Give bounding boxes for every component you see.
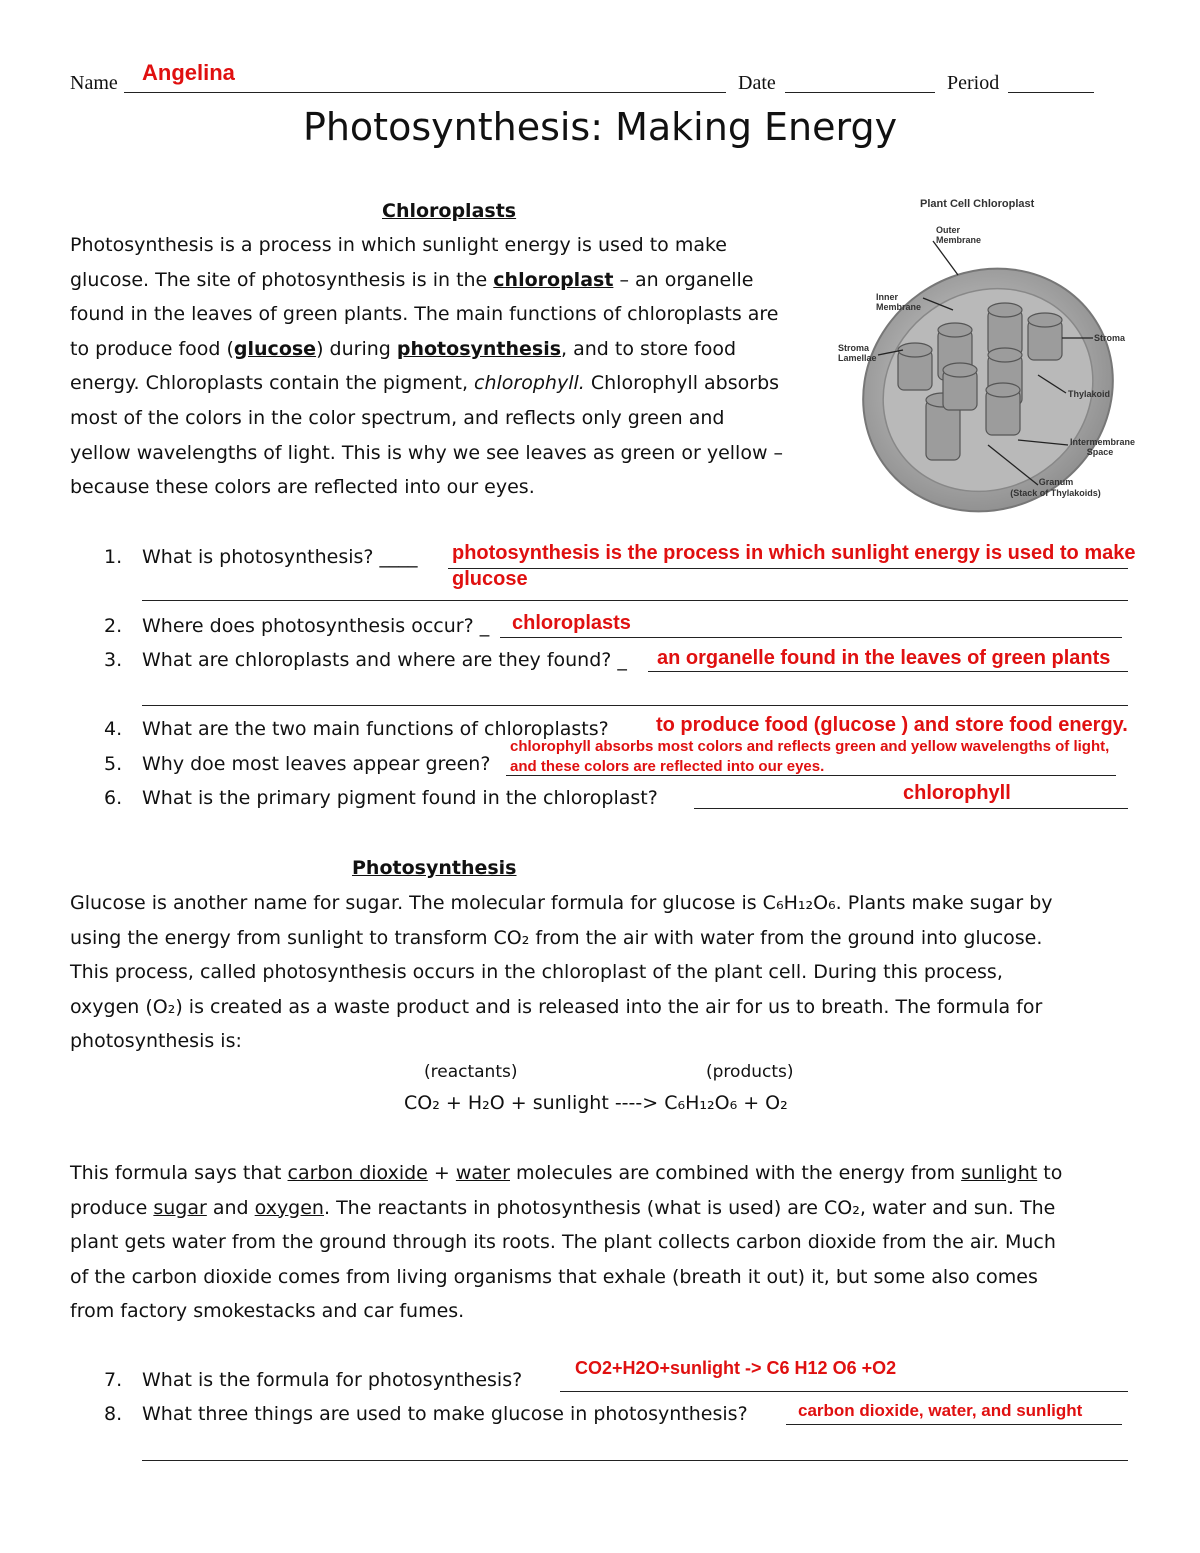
label-granum-sub: (Stack of Thylakoids) [1010,488,1101,498]
period-line[interactable] [1008,92,1094,93]
chloroplasts-paragraph: Photosynthesis is a process in which sunlight energy is used to make glucose. The site of photosynthesis is in the chloroplast – an organelle found in the leaves of green plants. The main functions of chloroplasts are to produce food (glucose) during photosynthesis, and to store food energy. Chloroplasts contain the pigment, chlorophyll. Chlorophyll absorbs most of the colors in the color spectrum, and reflects only green and yellow wavelengths of light. This is why we see leaves as green or yellow – because these colors are reflected into our eyes. [70,234,784,499]
photosynthesis-paragraph: Glucose is another name for sugar. The molecular formula for glucose is C₆H₁₂O₆. Plants make sugar by using the energy from sunlight to transform CO₂ from the air with water from the ground into glucose. This process, called photosynthesis occurs in the chloroplast of the plant cell. During this process, oxygen (O₂) is created as a waste product and is released into the air for us to breath. The formula for photosynthesis is: [70,892,1053,1053]
q3-line[interactable] [648,671,1128,672]
q5-number: 5. [104,753,123,775]
name-answer: Angelina [142,60,235,85]
photosynthesis-heading: Photosynthesis [352,857,517,879]
q6-line[interactable] [694,808,1128,809]
page-title: Photosynthesis: Making Energy [302,105,898,149]
q1-number: 1. [104,546,123,568]
q8-line[interactable] [786,1424,1122,1425]
q8-answer: carbon dioxide, water, and sunlight [798,1401,1083,1420]
q3-line-2[interactable] [142,705,1128,706]
label-inner-membrane: Inner Membrane [876,292,922,312]
diagram-title: Plant Cell Chloroplast [920,198,1035,210]
q2-line[interactable] [500,637,1122,638]
q7-line[interactable] [560,1391,1128,1392]
q6-number: 6. [104,787,123,809]
products-label: (products) [706,1062,794,1082]
q2-text: Where does photosynthesis occur? _ [142,615,490,637]
q5-answer-2: and these colors are reflected into our eyes. [510,758,825,775]
q6-answer: chlorophyll [903,782,1011,804]
q7-answer: CO2+H2O+sunlight -> C6 H12 O6 +O2 [575,1358,897,1378]
q4-text: What are the two main functions of chloroplasts? [142,718,609,740]
name-line[interactable] [124,92,726,93]
label-thylakoid: Thylakoid [1068,389,1111,399]
q2-number: 2. [104,615,123,637]
q3-text: What are chloroplasts and where are they found? _ [142,649,627,671]
period-label: Period [947,72,1000,94]
q5-line[interactable] [506,775,1116,776]
q1-answer-2: glucose [452,568,528,590]
q4-number: 4. [104,718,123,740]
label-granum: Granum [1038,477,1074,487]
q1-line-2[interactable] [142,600,1128,601]
q8-number: 8. [104,1403,123,1425]
q1-answer: photosynthesis is the process in which sunlight energy is used to make [452,542,1136,564]
formula-paragraph: This formula says that carbon dioxide + water molecules are combined with the energy from sunlight to produce sugar and oxygen. The reactants in photosynthesis (what is used) are CO₂, water and sun. The plant gets water from the ground through its roots. The plant collects carbon dioxide from the air. Much of the carbon dioxide comes from living organisms that exhale (breath it out) it, but some also comes from factory smokestacks and car fumes. [70,1162,1063,1323]
q2-answer: chloroplasts [512,612,631,634]
name-label: Name [70,72,118,94]
label-outer-membrane: Outer Membrane [936,225,982,245]
photosynthesis-equation: CO₂ + H₂O + sunlight ----> C₆H₁₂O₆ + O₂ [404,1092,788,1114]
q5-answer: chlorophyll absorbs most colors and reflects green and yellow wavelengths of light, [510,738,1110,755]
q7-text: What is the formula for photosynthesis? [142,1369,523,1391]
chloroplasts-heading: Chloroplasts [382,200,517,222]
label-stroma: Stroma [1094,333,1126,343]
q1-line[interactable] [448,568,1128,569]
date-label: Date [738,72,776,94]
label-intermembrane-space: Intermembrane Space [1070,437,1136,457]
reactants-label: (reactants) [424,1062,518,1082]
q6-text: What is the primary pigment found in the chloroplast? [142,787,658,809]
q8-line-2[interactable] [142,1460,1128,1461]
q1-text: What is photosynthesis? ____ [142,546,418,568]
chloroplast-diagram [838,195,1138,515]
q3-answer: an organelle found in the leaves of green plants [657,647,1111,669]
q8-text: What three things are used to make glucose in photosynthesis? [142,1403,748,1425]
label-stroma-lamellae: Stroma Lamellae [838,343,877,363]
q3-number: 3. [104,649,123,671]
q4-answer: to produce food (glucose ) and store food energy. [656,714,1128,736]
q7-number: 7. [104,1369,123,1391]
q5-text: Why doe most leaves appear green? [142,753,491,775]
date-line[interactable] [785,92,935,93]
